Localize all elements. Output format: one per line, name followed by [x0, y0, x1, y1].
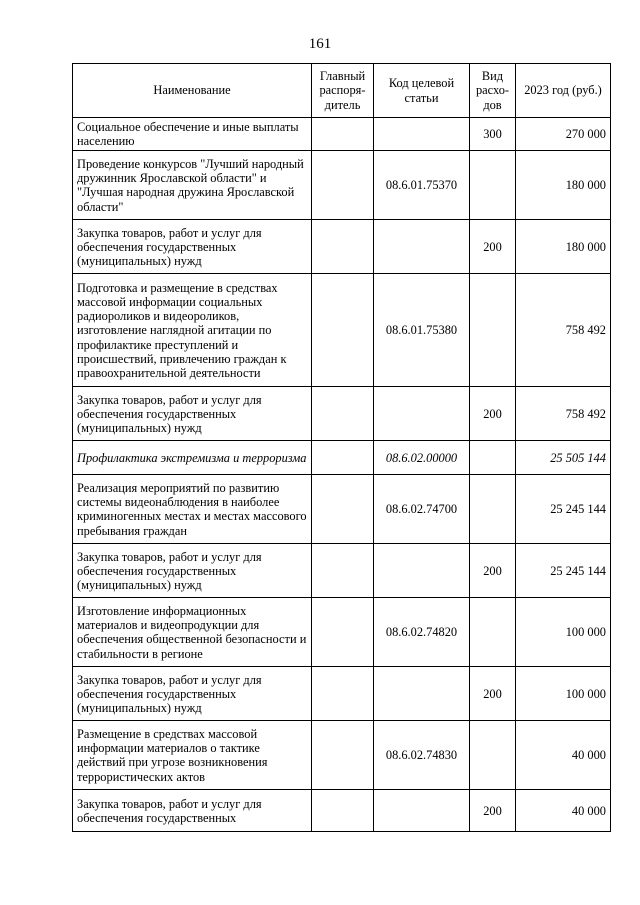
cell-target-code	[374, 118, 470, 151]
cell-target-code: 08.6.02.74700	[374, 475, 470, 544]
cell-main-manager	[312, 475, 374, 544]
cell-main-manager	[312, 387, 374, 441]
cell-name: Закупка товаров, работ и услуг для обеспечения государственных (муниципальных) нужд	[73, 667, 312, 721]
cell-expense-type: 200	[470, 544, 516, 598]
cell-amount: 270 000	[516, 118, 611, 151]
cell-main-manager	[312, 274, 374, 387]
cell-target-code: 08.6.02.74820	[374, 598, 470, 667]
cell-target-code	[374, 790, 470, 832]
table-row	[73, 441, 611, 475]
cell-amount: 758 492	[516, 274, 611, 387]
cell-name: Закупка товаров, работ и услуг для обеспечения государственных (муниципальных) нужд	[73, 220, 312, 274]
page-number: 161	[308, 36, 332, 52]
table-row	[73, 667, 611, 721]
cell-expense-type	[470, 721, 516, 790]
cell-name: Социальное обеспечение и иные выплаты населению	[73, 118, 312, 151]
cell-amount: 100 000	[516, 667, 611, 721]
header-main-manager: Главный распоря-дитель	[312, 64, 374, 118]
cell-expense-type: 300	[470, 118, 516, 151]
cell-name: Подготовка и размещение в средствах массовой информации социальных радиороликов и видеороликов, изготовление наглядной агитации по профилактике преступлений и происшествий, привлечению граждан к правоохранительной деятельности	[73, 274, 312, 387]
table-body	[73, 118, 611, 832]
budget-table	[72, 63, 611, 832]
header-amount-2023: 2023 год (руб.)	[516, 64, 611, 118]
header-expense-type: Вид расхо-дов	[470, 64, 516, 118]
cell-main-manager	[312, 544, 374, 598]
cell-amount: 25 505 144	[516, 441, 611, 475]
table-row	[73, 387, 611, 441]
cell-main-manager	[312, 441, 374, 475]
table-row	[73, 598, 611, 667]
cell-main-manager	[312, 151, 374, 220]
cell-main-manager	[312, 667, 374, 721]
table-row	[73, 544, 611, 598]
cell-expense-type: 200	[470, 790, 516, 832]
cell-name: Закупка товаров, работ и услуг для обеспечения государственных (муниципальных) нужд	[73, 387, 312, 441]
table-row	[73, 220, 611, 274]
cell-name: Закупка товаров, работ и услуг для обеспечения государственных (муниципальных) нужд	[73, 544, 312, 598]
cell-expense-type	[470, 151, 516, 220]
cell-expense-type	[470, 274, 516, 387]
cell-name: Реализация мероприятий по развитию системы видеонаблюдения в наиболее криминогенных местах и местах массового пребывания граждан	[73, 475, 312, 544]
cell-main-manager	[312, 598, 374, 667]
cell-main-manager	[312, 790, 374, 832]
header-target-code: Код целевой статьи	[374, 64, 470, 118]
cell-amount: 25 245 144	[516, 544, 611, 598]
table-row	[73, 274, 611, 387]
cell-amount: 180 000	[516, 220, 611, 274]
cell-expense-type	[470, 441, 516, 475]
cell-expense-type: 200	[470, 667, 516, 721]
cell-expense-type: 200	[470, 387, 516, 441]
cell-target-code	[374, 220, 470, 274]
table-header-row	[73, 64, 611, 118]
cell-name: Закупка товаров, работ и услуг для обеспечения государственных	[73, 790, 312, 832]
header-name: Наименование	[73, 64, 312, 118]
cell-target-code	[374, 387, 470, 441]
cell-amount: 180 000	[516, 151, 611, 220]
cell-amount: 25 245 144	[516, 475, 611, 544]
cell-name: Проведение конкурсов "Лучший народный дружинник Ярославской области" и "Лучшая народная дружина Ярославской области"	[73, 151, 312, 220]
cell-expense-type	[470, 475, 516, 544]
table-row	[73, 475, 611, 544]
table-row	[73, 790, 611, 832]
cell-name: Профилактика экстремизма и терроризма	[73, 441, 312, 475]
cell-target-code: 08.6.02.74830	[374, 721, 470, 790]
cell-expense-type	[470, 598, 516, 667]
cell-target-code	[374, 667, 470, 721]
cell-main-manager	[312, 220, 374, 274]
cell-name: Изготовление информационных материалов и видеопродукции для обеспечения общественной безопасности и стабильности в регионе	[73, 598, 312, 667]
cell-amount: 40 000	[516, 721, 611, 790]
cell-target-code: 08.6.02.00000	[374, 441, 470, 475]
cell-expense-type: 200	[470, 220, 516, 274]
cell-target-code: 08.6.01.75370	[374, 151, 470, 220]
table-row	[73, 721, 611, 790]
table-row	[73, 118, 611, 151]
cell-target-code	[374, 544, 470, 598]
cell-target-code: 08.6.01.75380	[374, 274, 470, 387]
cell-main-manager	[312, 118, 374, 151]
cell-amount: 758 492	[516, 387, 611, 441]
cell-amount: 100 000	[516, 598, 611, 667]
cell-main-manager	[312, 721, 374, 790]
table-row	[73, 151, 611, 220]
cell-amount: 40 000	[516, 790, 611, 832]
cell-name: Размещение в средствах массовой информации материалов о тактике действий при угрозе возникновения террористических актов	[73, 721, 312, 790]
